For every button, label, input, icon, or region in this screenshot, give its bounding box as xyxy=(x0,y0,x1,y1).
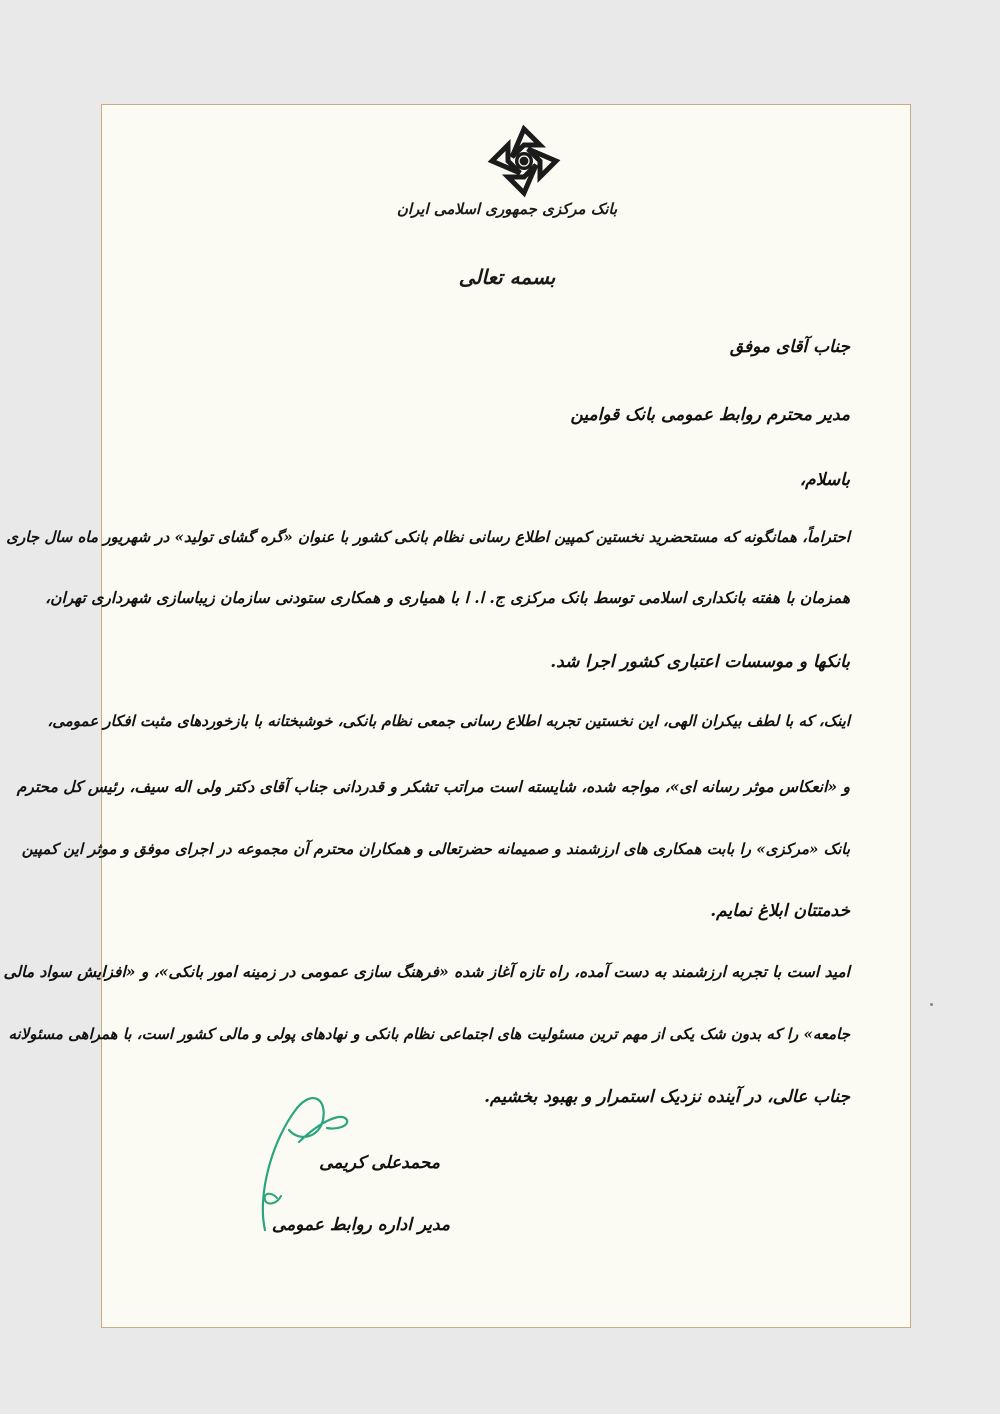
recipient-name: جناب آقای موفق xyxy=(729,337,850,357)
invocation-calligraphy: بسمه تعالی xyxy=(458,265,556,289)
body-line: اینک، که با لطف بیکران الهی، این نخستین تجربه اطلاع رسانی جمعی نظام بانکی، خوشبختانه با بازخوردهای مثبت افکار عمومی، xyxy=(47,712,850,730)
body-line: امید است با تجربه ارزشمند به دست آمده، راه تازه آغاز شده «فرهنگ سازی عمومی در زمینه امور بانکی»، و «افزایش سواد مالی xyxy=(3,962,850,981)
body-line: همزمان با هفته بانکداری اسلامی توسط بانک مرکزی ج. ا. ا با همیاری و همکاری ستودنی سازمان زیباسازی شهرداری تهران، xyxy=(45,588,850,607)
body-line: خدمتتان ابلاغ نمایم. xyxy=(710,901,850,921)
signatory-title: مدیر اداره روابط عمومی xyxy=(271,1215,450,1235)
body-line: و «انعکاس موثر رسانه ای»، مواجه شده، شایسته است مراتب تشکر و قدردانی جناب آقای دکتر ولی اله سیف، رئیس کل محترم xyxy=(16,777,850,796)
body-line: بانکها و موسسات اعتباری کشور اجرا شد. xyxy=(550,652,850,672)
handwritten-signature xyxy=(177,1080,357,1240)
ink-dot xyxy=(930,1003,933,1006)
body-line: احتراماً، همانگونه که مستحضرید نخستین کمپین اطلاع رسانی نظام بانکی کشور با عنوان «گره گشای تولید» در شهریور ماه سال جاری xyxy=(6,528,850,546)
greeting: باسلام، xyxy=(799,470,850,490)
signatory-name: محمدعلی کریمی xyxy=(319,1153,440,1173)
central-bank-logo-icon xyxy=(488,125,560,197)
recipient-title: مدیر محترم روابط عمومی بانک قوامین xyxy=(570,405,850,425)
letter-paper xyxy=(3,104,911,1328)
body-line: جامعه» را که بدون شک یکی از مهم ترین مسئولیت های اجتماعی نظام بانکی و نهادهای پولی و مالی کشور است، با همراهی مسئولانه xyxy=(8,1025,850,1043)
body-line: بانک «مرکزی» را بابت همکاری های ارزشمند و صمیمانه حضرتعالی و همکاران محترم آن مجموعه در اجرای موفق و موثر این کمپین xyxy=(21,840,850,858)
bank-name-heading: بانک مرکزی جمهوری اسلامی ایران xyxy=(396,200,618,218)
body-line: جناب عالی، در آینده نزدیک استمرار و بهبود بخشیم. xyxy=(484,1087,850,1107)
